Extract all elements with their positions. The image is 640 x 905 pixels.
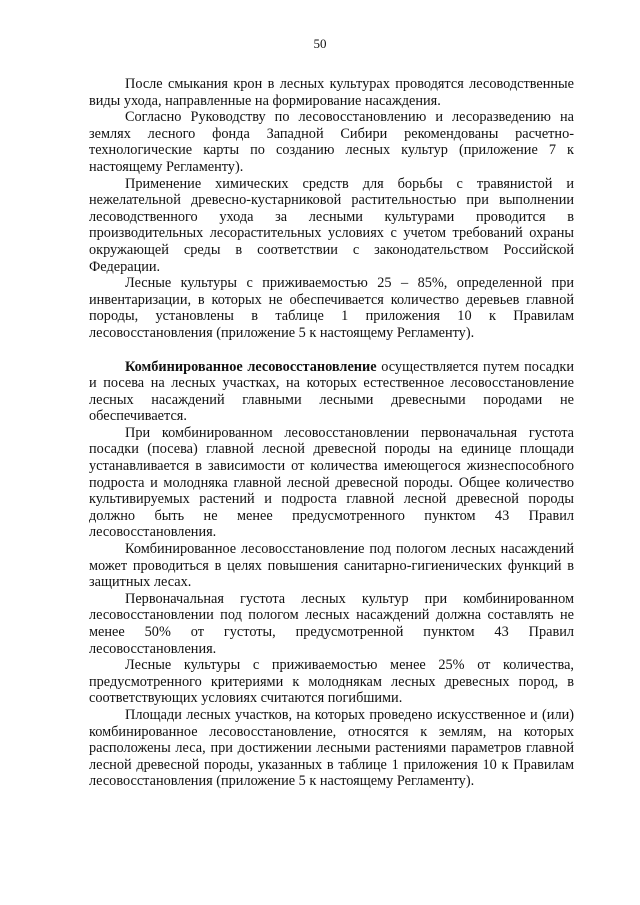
paragraph-survival-rate: Лесные культуры с приживаемостью 25 – 85%, определенной при инвентаризации, в которых не обеспечивается количество деревьев главной породы, установлены в таблице 1 приложения 10 к Правилам лесовосстановления (приложение 5 к настоящему Регламенту). [89,275,574,341]
document-body [89,76,574,790]
paragraph-land-classification: Площади лесных участков, на которых проведено искусственное и (или) комбинированное лесовосстановление, относятся к землям, на которых расположены леса, при достижении лесными растениями параметров главной лесной древесной породы, указанных в таблице 1 приложения 10 к Правилам лесовосстановления (приложение 5 к настоящему Регламенту). [89,706,574,790]
paragraph-initial-density-under-canopy: Первоначальная густота лесных культур при комбинированном лесовосстановлении под пологом лесных насаждений должна составлять не менее 50% от густоты, предусмотренной пунктом 43 Правил лесовосстановления. [89,590,574,657]
term-combined-reforestation: Комбинированное лесовосстановление [125,358,377,375]
paragraph-chemical-agents: Применение химических средств для борьбы с травянистой и нежелательной древесно-кустарниковой растительностью при выполнении лесоводственного ухода за лесными культурами проводится в производительных лесорастительных условиях с учетом требований охраны окружающей среды в соответствии с законодательством Российской Федерации. [89,175,574,275]
paragraph-failed-plantations: Лесные культуры с приживаемостью менее 25% от количества, предусмотренного критериями к молоднякам лесных древесных пород, в соответствующих условиях считаются погибшими. [89,657,574,707]
paragraph-after-canopy-closure: После смыкания крон в лесных культурах проводятся лесоводственные виды ухода, направленные на формирование насаждения. [89,76,574,109]
paragraph-combined-reforestation-definition [89,359,574,425]
paragraph-combined-reforestation-text: осуществляется путем посадки и посева на лесных участках, на которых естественное лесовосстановление лесных насаждений главными лесными древесными породами не обеспечивается. [89,358,574,425]
page-number: 50 [313,36,327,51]
paragraph-guidelines-western-siberia: Согласно Руководству по лесовосстановлению и лесоразведению на землях лесного фонда Западной Сибири рекомендованы расчетно-технологические карты по созданию лесных культур (приложение 7 к настоящему Регламенту). [89,109,574,175]
paragraph-initial-density: При комбинированном лесовосстановлении первоначальная густота посадки (посева) главной лесной древесной породы на единице площади устанавливается в зависимости от количества имеющегося жизнеспособного подроста и молодняка главной лесной древесной породы. Общее количество культивируемых растений и подроста главной лесной древесной породы должно быть не менее предусмотренного пунктом 43 Правил лесовосстановления. [89,424,574,541]
paragraph-under-canopy: Комбинированное лесовосстановление под пологом лесных насаждений может проводиться в целях повышения санитарно-гигиенических функций в защитных лесах. [89,541,574,591]
